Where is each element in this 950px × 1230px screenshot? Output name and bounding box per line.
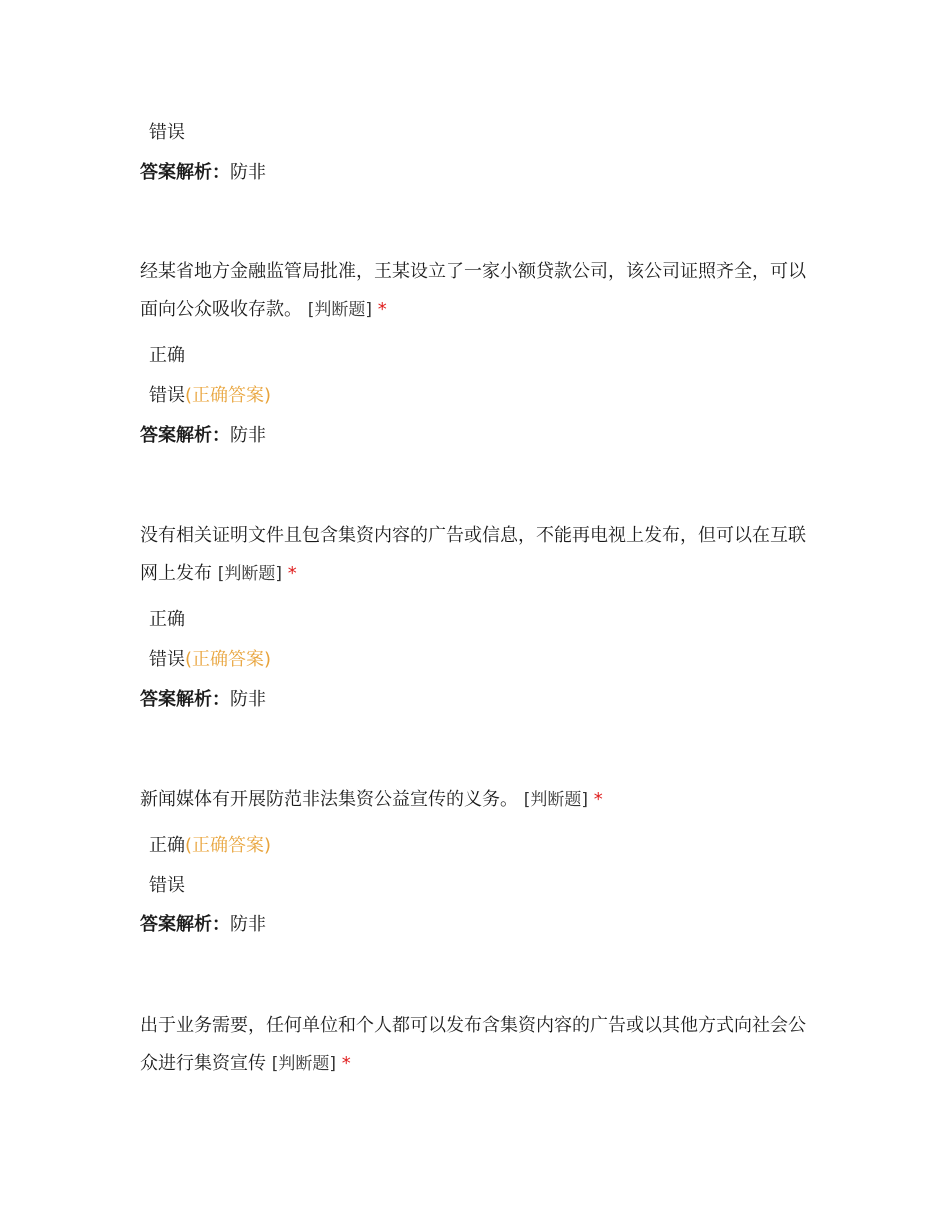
- question-text: [140, 253, 820, 329]
- question-text: [140, 781, 820, 819]
- option-label: 错误: [149, 385, 185, 406]
- option-wrong[interactable]: [149, 648, 271, 672]
- answer-analysis: [140, 913, 266, 937]
- correct-answer-tag: (正确答案): [185, 385, 272, 406]
- question-type: [判断题]: [307, 300, 372, 320]
- option-wrong[interactable]: [149, 874, 185, 898]
- analysis-label: 答案解析：: [140, 425, 230, 446]
- question-body: 经某省地方金融监管局批准，王某设立了一家小额贷款公司，该公司证照齐全，可以面向公众吸收存款。: [140, 261, 806, 320]
- correct-answer-tag: (正确答案): [185, 835, 272, 856]
- option-wrong[interactable]: [149, 384, 271, 408]
- correct-answer-tag: (正确答案): [185, 649, 272, 670]
- question-body: 出于业务需要，任何单位和个人都可以发布含集资内容的广告或以其他方式向社会公众进行集资宣传: [140, 1015, 806, 1074]
- analysis-value: 防非: [230, 689, 266, 710]
- option-label: 错误: [149, 649, 185, 670]
- option-label: 正确: [149, 609, 185, 630]
- answer-analysis: [140, 424, 266, 448]
- required-mark: *: [287, 563, 297, 584]
- analysis-label: 答案解析：: [140, 914, 230, 935]
- option-label: 错误: [149, 122, 185, 143]
- question-body: 没有相关证明文件且包含集资内容的广告或信息，不能再电视上发布，但可以在互联网上发布: [140, 525, 806, 584]
- answer-analysis: [140, 161, 266, 185]
- required-mark: *: [341, 1053, 351, 1074]
- option-correct[interactable]: [149, 608, 185, 632]
- required-mark: *: [593, 789, 603, 810]
- analysis-label: 答案解析：: [140, 689, 230, 710]
- analysis-value: 防非: [230, 162, 266, 183]
- option-label: 错误: [149, 875, 185, 896]
- analysis-value: 防非: [230, 425, 266, 446]
- question-type: [判断题]: [271, 1054, 336, 1074]
- option-correct[interactable]: [149, 834, 271, 858]
- question-body: 新闻媒体有开展防范非法集资公益宣传的义务。: [140, 789, 518, 810]
- option-wrong[interactable]: [149, 121, 185, 145]
- answer-analysis: [140, 688, 266, 712]
- question-text: [140, 1007, 820, 1083]
- analysis-label: 答案解析：: [140, 162, 230, 183]
- option-correct[interactable]: [149, 344, 185, 368]
- option-label: 正确: [149, 835, 185, 856]
- analysis-value: 防非: [230, 914, 266, 935]
- required-mark: *: [377, 299, 387, 320]
- question-text: [140, 517, 820, 593]
- question-type: [判断题]: [523, 790, 588, 810]
- question-type: [判断题]: [217, 564, 282, 584]
- option-label: 正确: [149, 345, 185, 366]
